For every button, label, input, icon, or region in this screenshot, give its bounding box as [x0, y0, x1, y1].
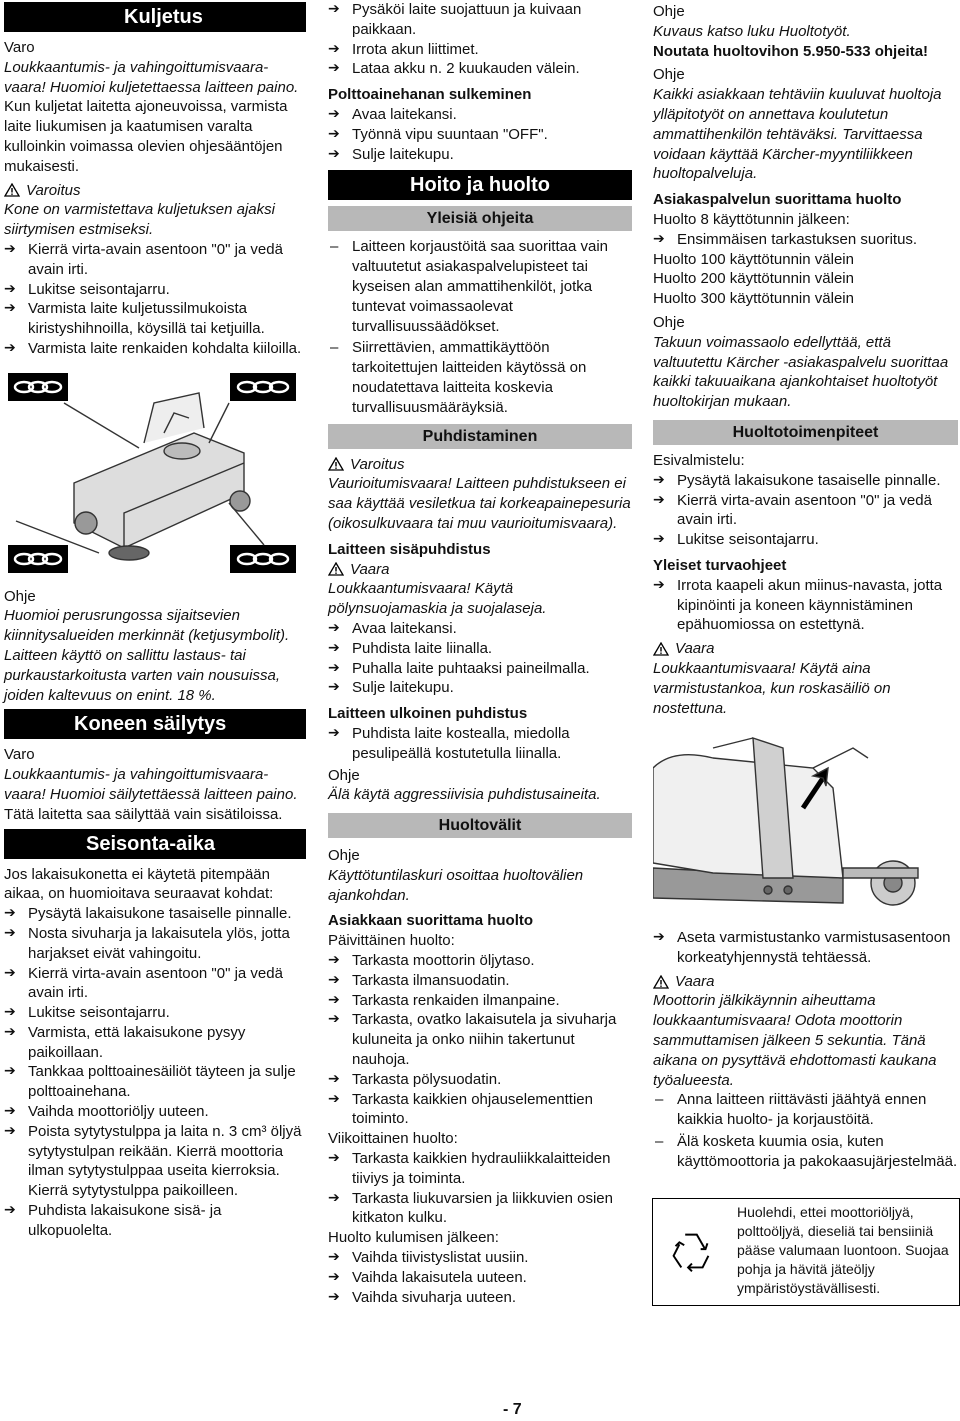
recycle-symbol-icon	[662, 1223, 720, 1281]
list-item: ➔ Pysäytä lakaisukone tasaiselle pinnalle.	[4, 904, 306, 924]
customer-maintenance-title: Asiakkaan suorittama huolto	[328, 912, 534, 930]
recycling-icon	[653, 1199, 729, 1305]
fuel-steps	[328, 105, 632, 164]
list-item: ➔ Poista sytytystulppa ja laita n. 3 cm³ öljyä sytytystulpan reikään. Kierrä moottoria ilman sytytystulppaa useita kierroksia. Kierrä sytytystulppa paikoilleen.	[4, 1122, 306, 1201]
list-item: ➔ Kierrä virta-avain asentoon "0" ja vedä avain irti.	[4, 240, 306, 280]
varo-label: Varo	[4, 746, 35, 764]
varoitus-heading	[328, 455, 632, 475]
weekly-steps	[328, 1149, 632, 1228]
list-item: ➔ Aseta varmistustanko varmistusasentoon korkeatyhjennystä tehtäessä.	[653, 928, 958, 968]
section-title-kuljetus: Kuljetus	[4, 2, 306, 32]
section-title-sailytys: Koneen säilytys	[4, 709, 306, 739]
general-notes	[328, 237, 632, 417]
varo-text: Loukkaantumis- ja vahingoittumisvaara-vaara! Huomioi säilytettäessä laitteen paino.	[4, 766, 298, 803]
chain-symbol-icon	[230, 373, 296, 401]
preparation-label: Esivalmistelu:	[653, 451, 745, 469]
list-item: ➔ Tarkasta kaikkien ohjauselementtien toiminto.	[328, 1090, 632, 1130]
vaara-heading	[653, 972, 958, 992]
list-item: ➔ Puhdista laite kostealla, miedolla pesulipeällä kostutetulla liinalla.	[328, 724, 632, 764]
list-item: ➔ Sulje laitekupu.	[328, 145, 632, 165]
vaara-text: Loukkaantumisvaara! Käytä aina varmistustankoa, kun roskasäiliö on nostettuna.	[653, 659, 891, 717]
warning-triangle-icon	[328, 562, 344, 576]
list-item: ➔ Ensimmäisen tarkastuksen suoritus.	[653, 230, 958, 250]
list-item: ➔ Avaa laitekansi.	[328, 105, 632, 125]
list-item: ➔ Vaihda tiivistyslistat uusiin.	[328, 1248, 632, 1268]
ohje-bold-text: Noutata huoltovihon 5.950-533 ohjeita!	[653, 42, 929, 60]
service-100h: Huolto 100 käyttötunnin välein	[653, 250, 854, 268]
list-item: – Älä kosketa kuumia osia, kuten käyttömoottoria ja pakokaasujärjestelmää.	[653, 1132, 958, 1172]
list-item: ➔ Lataa akku n. 2 kuukauden välein.	[328, 59, 632, 79]
column-middle	[328, 0, 632, 1307]
ohje-text: Käyttötuntilaskuri osoittaa huoltovälien ajankohdan.	[328, 866, 584, 904]
varoitus-text: Kone on varmistettava kuljetuksen ajaksi siirtymisen estmiseksi.	[4, 201, 275, 239]
section-title-hoito: Hoito ja huolto	[328, 170, 632, 200]
ohje-label: Ohje	[653, 3, 685, 20]
list-item: ➔ Puhdista lakaisukone sisä- ja ulkopuolelta.	[4, 1201, 306, 1241]
kuljetus-text: Kun kuljetat laitetta ajoneuvoissa, varmista laite liukumisen ja kaatumisen varalta kulloinkin voimassa olevien ohjesääntöjen mukaisesti.	[4, 98, 288, 175]
warning-triangle-icon	[328, 457, 344, 471]
exterior-steps	[328, 724, 632, 764]
wear-steps	[328, 1248, 632, 1307]
sailytys-text: Tätä laitetta saa säilyttää vain sisätiloissa.	[4, 805, 283, 823]
ohje-label: Ohje	[328, 766, 360, 784]
varoitus-label: Varoitus	[350, 455, 405, 473]
page-number: - 7	[503, 1401, 522, 1418]
safety-steps	[653, 576, 958, 635]
engine-safety-notes	[653, 1090, 958, 1171]
sweeper-chain-illustration	[4, 373, 304, 577]
exterior-cleaning-title: Laitteen ulkoinen puhdistus	[328, 705, 528, 723]
list-item: ➔ Irrota kaapeli akun miinus-navasta, jotta kipinöinti ja koneen käynnistäminen epähuomiossa on estettynä.	[653, 576, 958, 635]
vaara-heading	[653, 639, 958, 659]
vaara-label: Vaara	[675, 640, 715, 658]
seisonta-intro: Jos lakaisukonetta ei käytetä pitempään aikaa, on huomioitava seuraavat kohdat:	[4, 865, 274, 903]
safety-bar-steps	[653, 928, 958, 968]
subsection-yleisia: Yleisiä ohjeita	[328, 206, 632, 231]
list-item: ➔ Irrota akun liittimet.	[328, 40, 632, 60]
list-item: ➔ Lukitse seisontajarru.	[4, 1003, 306, 1023]
list-item: ➔ Työnnä vipu suuntaan "OFF".	[328, 125, 632, 145]
interior-cleaning-title: Laitteen sisäpuhdistus	[328, 540, 491, 558]
ohje-text: Älä käytä aggressiivisia puhdistusaineita.	[328, 786, 601, 804]
list-item: ➔ Kierrä virta-avain asentoon "0" ja vedä avain irti.	[4, 964, 306, 1004]
list-item: ➔ Puhalla laite puhtaaksi paineilmalla.	[328, 659, 632, 679]
list-item: ➔ Puhdista laite liinalla.	[328, 639, 632, 659]
list-item: ➔ Tarkasta kaikkien hydrauliikkalaitteiden tiiviys ja toiminta.	[328, 1149, 632, 1189]
safety-bar-illustration	[653, 728, 953, 918]
service-maintenance-title: Asiakaspalvelun suorittama huolto	[653, 191, 902, 209]
list-item: ➔ Tarkasta pölysuodatin.	[328, 1070, 632, 1090]
subsection-huoltovalit: Huoltovälit	[328, 813, 632, 838]
ohje-text: Kuvaus katso luku Huoltotyöt.	[653, 22, 851, 40]
storage-steps	[4, 904, 306, 1241]
warning-triangle-icon	[653, 642, 669, 656]
list-item: ➔ Nosta sivuharja ja lakaisutela ylös, jotta harjakset eivät vahingoitu.	[4, 924, 306, 964]
varo-label: Varo	[4, 39, 35, 56]
warning-triangle-icon	[4, 183, 20, 197]
sweeper-machine-icon	[16, 393, 264, 560]
list-item: ➔ Pysäköi laite suojattuun ja kuivaan paikkaan.	[328, 0, 632, 40]
subsection-huoltotoimenpiteet: Huoltotoimenpiteet	[653, 420, 958, 445]
ohje-label: Ohje	[653, 313, 685, 331]
environment-note-text: Huolehdi, ettei moottoriöljyä, polttoöljyä, dieseliä tai bensiiniä pääse valumaan luontoon. Suojaa pohja ja hävitä jäteöljy ympäristöystävällisesti.	[737, 1204, 949, 1296]
list-item: ➔ Kierrä virta-avain asentoon "0" ja vedä avain irti.	[653, 491, 958, 531]
column-right	[653, 0, 958, 1174]
list-item: ➔ Vaihda moottoriöljy uuteen.	[4, 1102, 306, 1122]
list-item: ➔ Varmista laite kuljetussilmukoista kiristyshihnoilla, köysillä tai ketjuilla.	[4, 299, 306, 339]
service-200h: Huolto 200 käyttötunnin välein	[653, 270, 854, 288]
chain-symbol-icon	[230, 545, 296, 573]
fuel-valve-title: Polttoainehanan sulkeminen	[328, 86, 532, 104]
ohje-label: Ohje	[328, 847, 360, 865]
vaara-text: Loukkaantumisvaara! Käytä pölynsuojamaskia ja suojalaseja.	[328, 580, 547, 618]
ohje-label: Ohje	[4, 587, 36, 605]
list-item: ➔ Pysäytä lakaisukone tasaiselle pinnalle.	[653, 471, 958, 491]
list-item: ➔ Vaihda lakaisutela uuteen.	[328, 1268, 632, 1288]
ohje-text: Takuun voimassaolo edellyttää, että valtuutettu Kärcher -asiakaspalvelu suorittaa kaikki takuuaikana ajankohtaiset huoltotyöt huoltokirjan mukaan.	[653, 333, 949, 411]
list-item: – Anna laitteen riittävästi jäähtyä ennen kaikkia huolto- ja korjaustöitä.	[653, 1090, 958, 1130]
chain-symbol-icon	[8, 545, 68, 573]
wear-label: Huolto kulumisen jälkeen:	[328, 1229, 499, 1247]
vaara-label: Vaara	[675, 972, 715, 990]
section-title-seisonta: Seisonta-aika	[4, 829, 306, 859]
chain-symbol-icon	[8, 373, 68, 401]
ohje-text: Huomioi perusrungossa sijaitsevien kiinnitysalueiden merkinnät (ketjusymbolit). Laitteen käyttö on sallittu lastaus- tai purkaustarkoitusta varten vain nousuissa, joiden kaltevuus on enint. 18 %.	[4, 607, 290, 704]
warning-triangle-icon	[653, 975, 669, 989]
daily-steps	[328, 951, 632, 1129]
list-item: ➔ Sulje laitekupu.	[328, 678, 632, 698]
preparation-steps	[653, 471, 958, 550]
list-item: ➔ Varmista, että lakaisukone pysyy paikoillaan.	[4, 1023, 306, 1063]
list-item: ➔ Tarkasta moottorin öljytaso.	[328, 951, 632, 971]
list-item: – Siirrettävien, ammattikäyttöön tarkoitettujen laitteiden käytössä on noudatettava laitteita koskevia turvallisuusmääräyksiä.	[328, 338, 632, 417]
ohje-text: Kaikki asiakkaan tehtäviin kuuluvat huoltoja ylläpitotyöt on annettava koulutetun ammattihenkilön tehtäväksi. Tarvittaessa voidaan käyttää Kärcher-myyntiliikkeen huoltopalveluja.	[653, 86, 942, 183]
list-item: ➔ Tankkaa polttoainesäiliöt täyteen ja sulje polttoainehana.	[4, 1062, 306, 1102]
varoitus-heading	[4, 181, 306, 201]
service-8h: Huolto 8 käyttötunnin jälkeen:	[653, 210, 850, 228]
service-300h: Huolto 300 käyttötunnin välein	[653, 290, 854, 308]
list-item: ➔ Tarkasta renkaiden ilmanpaine.	[328, 991, 632, 1011]
daily-label: Päivittäinen huolto:	[328, 932, 455, 950]
vaara-label: Vaara	[350, 560, 390, 578]
safety-title: Yleiset turvaohjeet	[653, 556, 787, 574]
list-item: ➔ Avaa laitekansi.	[328, 619, 632, 639]
column-left	[4, 0, 306, 1241]
storage-steps-cont	[328, 0, 632, 79]
list-item: – Laitteen korjaustöitä saa suorittaa vain valtuutetut asiakaspalvelupisteet tai kyseisen alan ammattihenkilöt, jotka tuntevat voimassaolevat turvallisuussäädökset.	[328, 237, 632, 336]
list-item: ➔ Tarkasta liukuvarsien ja liikkuvien osien kitkaton kulku.	[328, 1189, 632, 1229]
environment-note-box	[652, 1198, 960, 1306]
varoitus-label: Varoitus	[26, 181, 81, 199]
vaara-heading	[328, 560, 632, 580]
varoitus-text: Vaurioitumisvaara! Laitteen puhdistukseen ei saa käyttää vesiletkua tai korkeapainepesuria (oikosulkuvaara tai muu vaurioitumisvaara).	[328, 475, 631, 532]
varo-text: Loukkaantumis- ja vahingoittumisvaara-vaara! Huomioi kuljetettaessa laitteen paino.	[4, 58, 299, 96]
transport-steps	[4, 240, 306, 359]
subsection-puhdistaminen: Puhdistaminen	[328, 424, 632, 449]
list-item: ➔ Lukitse seisontajarru.	[4, 280, 306, 300]
interior-steps	[328, 619, 632, 698]
list-item: ➔ Tarkasta, ovatko lakaisutela ja sivuharja kuluneita ja onko niihin takertunut nauhoja.	[328, 1010, 632, 1069]
ohje-label: Ohje	[653, 66, 685, 84]
vaara-text: Moottorin jälkikäynnin aiheuttama loukkaantumisvaara! Odota moottorin sammuttamisen jälkeen 5 sekuntia. Tänä aikana on pysyttävä ehdottomasti kaukana työalueesta.	[653, 992, 937, 1089]
first-inspection-steps	[653, 230, 958, 250]
list-item: ➔ Tarkasta ilmansuodatin.	[328, 971, 632, 991]
list-item: ➔ Vaihda sivuharja uuteen.	[328, 1288, 632, 1308]
weekly-label: Viikoittainen huolto:	[328, 1130, 458, 1148]
list-item: ➔ Lukitse seisontajarru.	[653, 530, 958, 550]
list-item: ➔ Varmista laite renkaiden kohdalta kiiloilla.	[4, 339, 306, 359]
